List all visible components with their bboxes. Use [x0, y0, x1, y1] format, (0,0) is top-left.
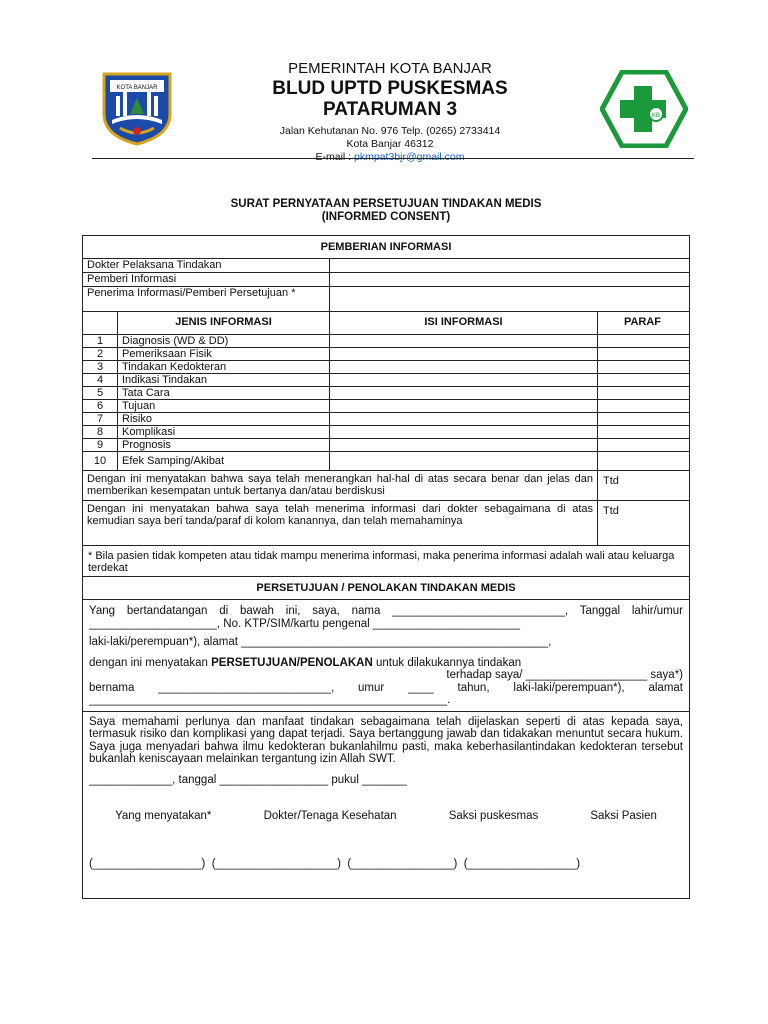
table-row — [83, 361, 689, 374]
item-jenis: Indikasi Tindakan — [118, 374, 330, 386]
info-table-header — [83, 312, 689, 335]
info-row-pemberi — [83, 273, 689, 287]
info-label: Dokter Pelaksana Tindakan — [83, 259, 330, 272]
item-jenis: Tujuan — [118, 400, 330, 412]
letterhead — [0, 0, 768, 162]
item-number: 3 — [83, 361, 118, 373]
org-name: BLUD UPTD PUSKESMAS — [272, 78, 508, 99]
consent-declaration — [83, 657, 689, 670]
info-value-field[interactable] — [330, 259, 687, 272]
signer-dokter: Dokter/Tenaga Kesehatan — [263, 810, 397, 822]
table-row — [83, 452, 689, 471]
item-number: 7 — [83, 413, 118, 425]
paraf-field[interactable] — [598, 413, 687, 425]
header-no — [83, 312, 118, 334]
consent-form — [82, 235, 690, 899]
table-row — [83, 374, 689, 387]
org-address: Jalan Kehutanan No. 976 Telp. (0265) 2733414 — [279, 125, 501, 137]
item-number: 5 — [83, 387, 118, 399]
document-title — [84, 198, 688, 224]
signer-saksi-puskesmas: Saksi puskesmas — [448, 810, 539, 822]
info-value-field[interactable] — [330, 273, 687, 286]
isi-informasi-field[interactable] — [330, 439, 598, 451]
city-crest-icon — [100, 70, 174, 146]
item-number: 8 — [83, 426, 118, 438]
ttd-doctor[interactable]: Ttd — [603, 475, 619, 487]
title-line1: SURAT PERNYATAAN PERSETUJUAN TINDAKAN MEDIS — [230, 198, 542, 210]
consent-subject: bernama ___________________________, umur ____ tahun, laki-laki/perempuan*), alamat ________________________________________________________. — [89, 681, 683, 706]
info-label: Pemberi Informasi — [83, 273, 330, 286]
isi-informasi-field[interactable] — [330, 374, 598, 386]
paraf-field[interactable] — [598, 439, 687, 451]
info-items — [83, 335, 689, 471]
item-jenis: Komplikasi — [118, 426, 330, 438]
section-title-pemberian-informasi: PEMBERIAN INFORMASI — [83, 236, 689, 259]
item-jenis: Efek Samping/Akibat — [118, 452, 330, 470]
org-city: Kota Banjar 46312 — [346, 138, 434, 150]
consent-declaration-suffix: untuk dilakukannya tindakan — [372, 656, 522, 669]
crest-text: KOTA BANJAR — [116, 85, 158, 91]
isi-informasi-field[interactable] — [330, 387, 598, 399]
paraf-field[interactable] — [598, 426, 687, 438]
title-line2: (INFORMED CONSENT) — [321, 211, 451, 223]
header-isi-informasi: ISI INFORMASI — [330, 312, 598, 334]
doctor-statement-row — [83, 471, 689, 501]
info-value-field[interactable] — [330, 287, 687, 311]
signer-saksi-pasien: Saksi Pasien — [590, 810, 657, 822]
item-jenis: Tata Cara — [118, 387, 330, 399]
patient-statement-row — [83, 501, 689, 546]
item-number: 1 — [83, 335, 118, 347]
paraf-field[interactable] — [598, 361, 687, 373]
item-jenis: Diagnosis (WD & DD) — [118, 335, 330, 347]
paraf-field[interactable] — [598, 335, 687, 347]
puskesmas-cross-icon — [600, 70, 688, 148]
section-title-persetujuan: PERSETUJUAN / PENOLAKAN TINDAKAN MEDIS — [83, 577, 689, 600]
isi-informasi-field[interactable] — [330, 426, 598, 438]
consent-declaration-choice: PERSETUJUAN/PENOLAKAN — [211, 656, 373, 669]
header-paraf: PARAF — [623, 316, 662, 328]
patient-statement: Dengan ini menyatakan bahwa saya telah menerima informasi dari dokter sebagaimana di atas kemudian saya beri tanda/paraf di kolom kanannya, dan telah memahaminya — [83, 501, 598, 545]
table-row — [83, 413, 689, 426]
paraf-field[interactable] — [598, 400, 687, 412]
isi-informasi-field[interactable] — [330, 452, 598, 470]
item-jenis: Risiko — [118, 413, 330, 425]
org-government: PEMERINTAH KOTA BANJAR — [288, 60, 492, 77]
item-number: 6 — [83, 400, 118, 412]
signers-row — [83, 810, 689, 822]
consent-section — [83, 600, 689, 898]
org-unit: PATARUMAN 3 — [322, 99, 458, 120]
email-label: E-mail : — [315, 151, 355, 163]
table-row — [83, 426, 689, 439]
item-number: 9 — [83, 439, 118, 451]
paraf-field[interactable] — [598, 348, 687, 360]
svg-text:KB: KB — [651, 113, 661, 119]
info-row-penerima — [83, 287, 689, 312]
isi-informasi-field[interactable] — [330, 413, 598, 425]
table-row — [83, 400, 689, 413]
isi-informasi-field[interactable] — [330, 361, 598, 373]
signer-yang-menyatakan: Yang menyatakan* — [115, 810, 212, 822]
doctor-statement: Dengan ini menyatakan bahwa saya telah menerangkan hal-hal di atas secara benar dan jelas dan memberikan kesempatan untuk bertanya dan/atau berdiskusi — [83, 471, 598, 500]
item-number: 4 — [83, 374, 118, 386]
table-row — [83, 387, 689, 400]
paraf-field[interactable] — [598, 374, 687, 386]
consent-understanding: Saya memahami perlunya dan manfaat tindakan sebagaimana telah dijelaskan seperti di atas kepada saya, termasuk risiko dan komplikasi yang dapat terjadi. Saya bertanggung jawab dan tidakakan menuntut secara hukum. Saya juga menyadari bahwa ilmu kedokteran bukanlahilmu pasti, maka keberhasilantindakan kedokteran tersebut bukanlah keniscayaan melainkan tergantung izin Allah SWT. — [89, 715, 683, 765]
paraf-field[interactable] — [598, 387, 687, 399]
consent-date-line[interactable]: _____________, tanggal _________________ pukul _______ — [89, 773, 407, 786]
item-number: 10 — [83, 452, 118, 470]
isi-informasi-field[interactable] — [330, 348, 598, 360]
table-row — [83, 348, 689, 361]
footnote: * Bila pasien tidak kompeten atau tidak mampu menerima informasi, maka penerima informasi adalah wali atau keluarga terdekat — [83, 546, 689, 577]
isi-informasi-field[interactable] — [330, 335, 598, 347]
table-row — [83, 439, 689, 452]
signature-blanks[interactable]: (_________________) (___________________) (________________) (_________________) — [89, 858, 581, 870]
letterhead-divider — [92, 158, 694, 159]
item-jenis: Pemeriksaan Fisik — [118, 348, 330, 360]
consent-address: laki-laki/perempuan*), alamat ________________________________________________, — [89, 636, 552, 648]
item-jenis: Prognosis — [118, 439, 330, 451]
table-row — [83, 335, 689, 348]
email-link[interactable]: pkmpat3bjr@gmail.com — [354, 151, 465, 163]
ttd-patient[interactable]: Ttd — [603, 505, 619, 517]
item-jenis: Tindakan Kedokteran — [118, 361, 330, 373]
isi-informasi-field[interactable] — [330, 400, 598, 412]
item-number: 2 — [83, 348, 118, 360]
consent-declaration-prefix: dengan ini menyatakan — [89, 656, 212, 669]
consent-target: terhadap saya/ ___________________ saya*) — [446, 669, 683, 681]
consent-identity: Yang bertandatangan di bawah ini, saya, nama ___________________________, Tanggal lahir/umur ____________________, No. KTP/SIM/kartu pengenal _______________________ — [89, 605, 683, 630]
header-jenis-informasi: JENIS INFORMASI — [118, 312, 330, 334]
paraf-field[interactable] — [598, 452, 687, 470]
info-row-dokter — [83, 259, 689, 273]
info-label: Penerima Informasi/Pemberi Persetujuan * — [83, 287, 330, 311]
